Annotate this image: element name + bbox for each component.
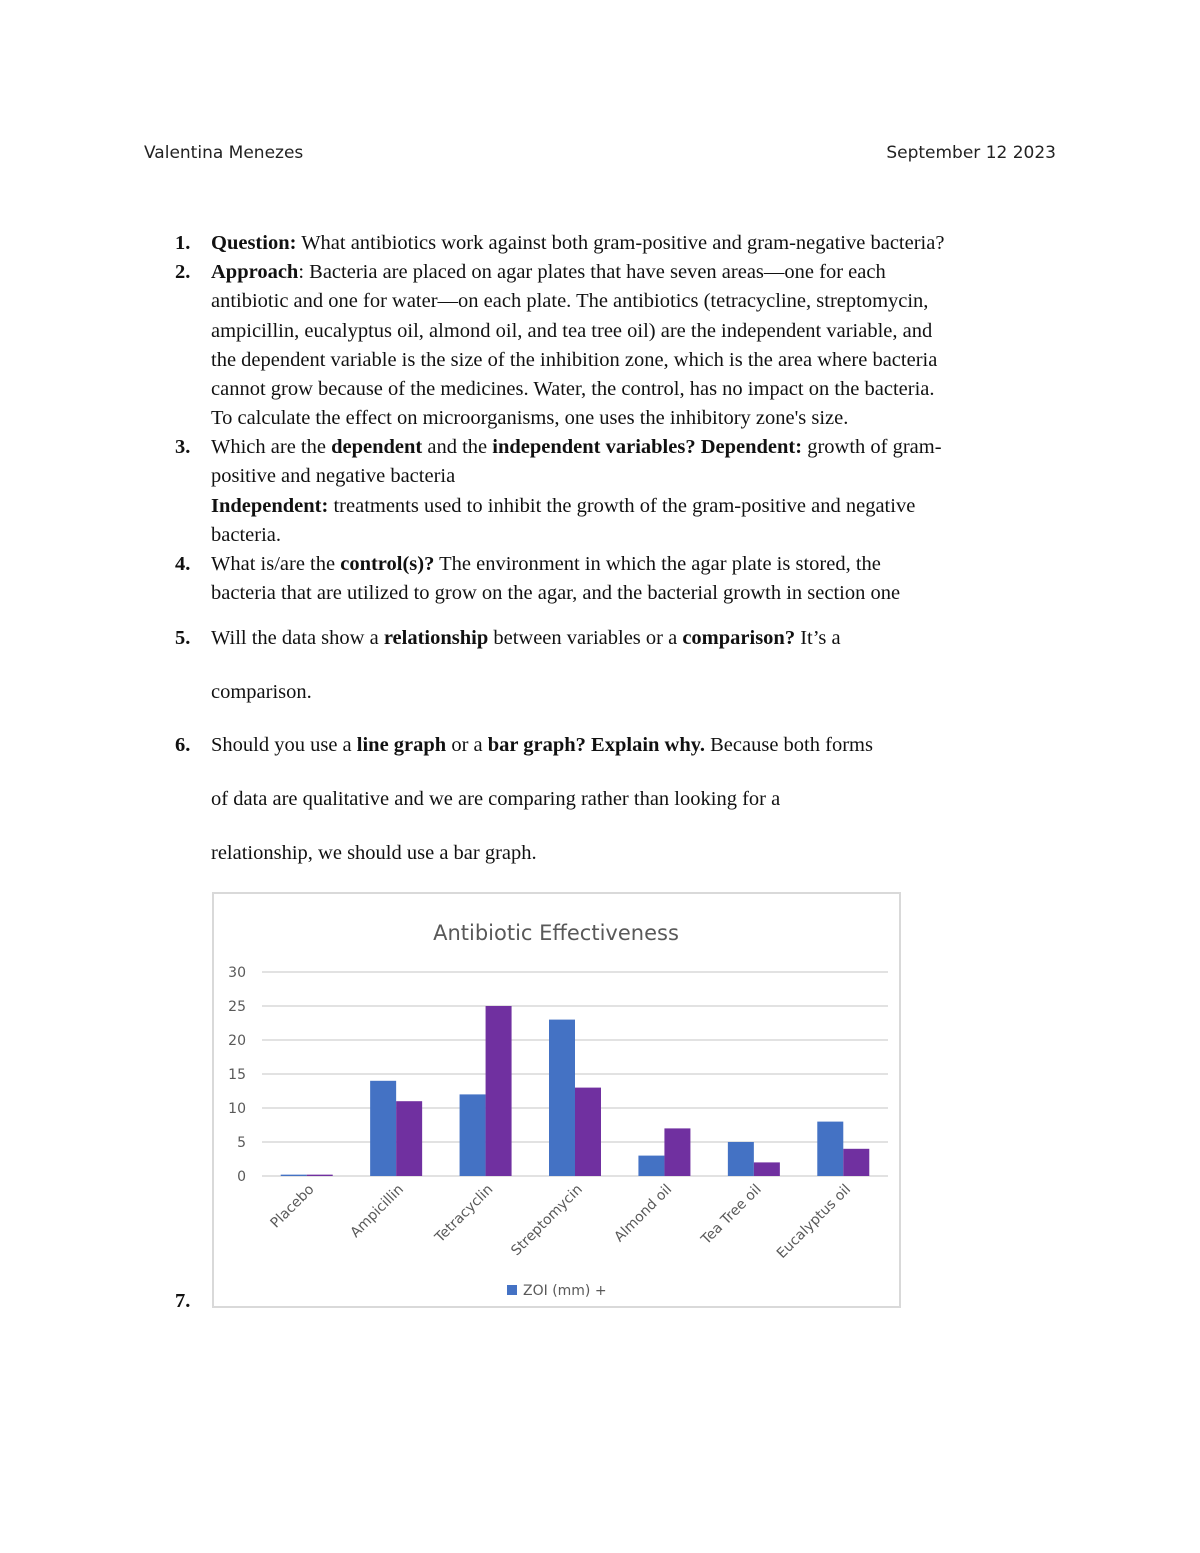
item-number: 4. <box>175 553 191 575</box>
x-tick-label: Eucalyptus oil <box>773 1181 855 1262</box>
bar-series-2 <box>575 1088 601 1176</box>
question-text: What antibiotics work against both gram-positive and gram-negative bacteria? <box>296 232 945 254</box>
approach-line: the dependent variable is the size of the inhibition zone, which is the area where bacteria <box>211 348 938 371</box>
item-text: Will the data show a <box>211 627 384 649</box>
list-item-5 <box>175 611 1061 719</box>
bar-series-1 <box>370 1081 396 1176</box>
chart-title: Antibiotic Effectiveness <box>433 921 679 945</box>
bar-series-2 <box>843 1149 869 1176</box>
item-text: The environment in which the agar plate is stored, the <box>434 553 881 575</box>
item-bold-text: dependent <box>331 436 423 458</box>
bar-series-2 <box>486 1006 512 1176</box>
independent-text: treatments used to inhibit the growth of the gram-positive and negative <box>328 494 916 517</box>
bar-series-2 <box>307 1175 333 1176</box>
item-text: bacteria. <box>211 523 281 546</box>
item-text: or a <box>446 734 488 756</box>
item-text: growth of gram- <box>802 436 942 458</box>
chart-canvas <box>214 894 899 1306</box>
x-tick-label: Ampicillin <box>347 1181 407 1242</box>
item-text: comparison. <box>211 681 312 703</box>
independent-label: Independent: <box>211 494 329 517</box>
question-label: Question: <box>211 232 297 254</box>
list-item-4 <box>175 550 1061 609</box>
y-tick-label: 15 <box>228 1067 246 1083</box>
item-text: It’s a <box>795 627 841 649</box>
chart-labels <box>228 965 854 1262</box>
x-tick-label: Tetracyclin <box>432 1181 497 1246</box>
approach-line: cannot grow because of the medicines. Water, the control, has no impact on the bacteria. <box>211 378 935 401</box>
item-bold-text: independent variables? Dependent: <box>492 436 803 458</box>
item-text: Should you use a <box>211 734 357 756</box>
x-tick-label: Streptomycin <box>508 1181 586 1260</box>
item-number: 6. <box>175 734 191 756</box>
y-tick-label: 30 <box>228 965 246 981</box>
bar-series-1 <box>549 1020 575 1176</box>
bar-series-1 <box>817 1122 843 1176</box>
item-text: and the <box>422 436 493 458</box>
item-bold-text: control(s)? <box>340 553 435 575</box>
list-item-3 <box>175 433 1061 550</box>
item-text: between variables or a <box>488 627 683 649</box>
y-tick-label: 5 <box>237 1135 246 1151</box>
bar-series-1 <box>281 1175 307 1176</box>
bar-series-1 <box>460 1094 486 1176</box>
item-text: bacteria that are utilized to grow on the agar, and the bacterial growth in section one <box>211 582 901 605</box>
bar-chart <box>212 892 901 1308</box>
document-header <box>144 143 1056 163</box>
list-item-1 <box>175 229 1061 258</box>
item-text: Because both forms <box>705 734 873 756</box>
item-text: relationship, we should use a bar graph. <box>211 842 537 864</box>
list-item-6 <box>175 718 1061 880</box>
bar-series-2 <box>754 1162 780 1176</box>
item-bold-text: comparison? <box>682 627 796 649</box>
chart-bars <box>281 1006 870 1176</box>
item-text: positive and negative bacteria <box>211 465 456 488</box>
item-number: 2. <box>175 261 191 283</box>
y-tick-label: 25 <box>228 999 246 1015</box>
item-number: 1. <box>175 232 191 254</box>
document-date: September 12 2023 <box>886 143 1056 163</box>
item-bold-text: line graph <box>356 734 447 756</box>
item-bold-text: bar graph? Explain why. <box>487 734 705 756</box>
legend-swatch <box>507 1285 517 1295</box>
y-tick-label: 0 <box>237 1169 246 1185</box>
legend-label: ZOI (mm) + <box>523 1283 607 1299</box>
list-item-7-number: 7. <box>175 1290 191 1312</box>
y-tick-label: 20 <box>228 1033 246 1049</box>
chart-legend <box>507 1283 607 1299</box>
x-tick-label: Placebo <box>267 1181 318 1232</box>
item-text: of data are qualitative and we are comparing rather than looking for a <box>211 788 781 810</box>
approach-line: : Bacteria are placed on agar plates that have seven areas—one for each <box>298 261 886 283</box>
bar-series-2 <box>664 1128 690 1176</box>
item-text: What is/are the <box>211 553 341 575</box>
y-tick-label: 10 <box>228 1101 246 1117</box>
approach-line: ampicillin, eucalyptus oil, almond oil, and tea tree oil) are the independent variable, and <box>211 319 933 342</box>
x-tick-label: Almond oil <box>611 1181 676 1246</box>
approach-line: To calculate the effect on microorganisms, one uses the inhibitory zone's size. <box>211 407 849 430</box>
item-text: Which are the <box>211 436 332 458</box>
approach-line: antibiotic and one for water—on each plate. The antibiotics (tetracycline, streptomycin, <box>211 290 929 313</box>
bar-series-2 <box>396 1101 422 1176</box>
x-tick-label: Tea Tree oil <box>698 1181 765 1248</box>
bar-series-1 <box>638 1156 664 1176</box>
list-item-2 <box>175 258 1061 434</box>
item-bold-text: relationship <box>383 627 489 649</box>
item-number: 5. <box>175 627 191 649</box>
bar-series-1 <box>728 1142 754 1176</box>
approach-label: Approach <box>211 261 299 283</box>
item-number: 3. <box>175 436 191 458</box>
author-name: Valentina Menezes <box>144 143 304 163</box>
